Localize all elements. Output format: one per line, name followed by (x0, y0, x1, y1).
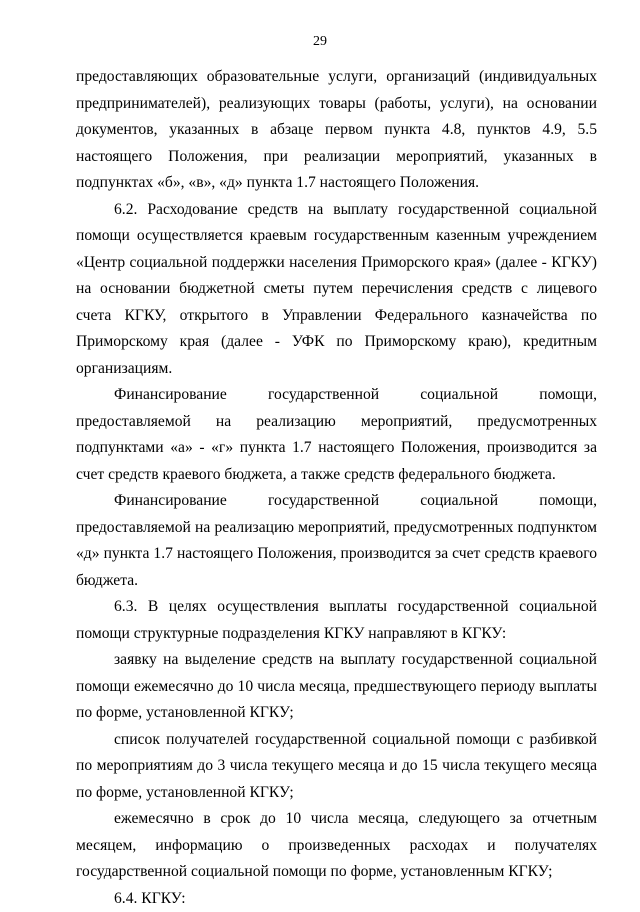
paragraph-continuation: предоставляющих образовательные услуги, организаций (индивидуальных предпринимателей), реализующих товары (работы, услуги), на основании документов, указанных в абзаце первом пункта 4.8, пунктов 4.9, 5.5 настоящего Положения, при реализации мероприятий, указанных в подпунктах «б», «в», «д» пункта 1.7 настоящего Положения. (76, 64, 597, 197)
paragraph-request-funds: заявку на выделение средств на выплату государственной социальной помощи ежемесячно до 10 числа месяца, предшествующего периоду выплаты по форме, установленной КГКУ; (76, 647, 597, 727)
paragraph-6-4: 6.4. КГКУ: (76, 886, 597, 912)
document-body (76, 64, 597, 912)
page-number: 29 (0, 34, 640, 50)
paragraph-6-2: 6.2. Расходование средств на выплату государственной социальной помощи осуществляется краевым государственным казенным учреждением «Центр социальной поддержки населения Приморского края» (далее - КГКУ) на основании бюджетной сметы путем перечисления средств с лицевого счета КГКУ, открытого в Управлении Федерального казначейства по Приморскому края (далее - УФК по Приморскому краю), кредитным организациям. (76, 197, 597, 383)
paragraph-financing-d: Финансирование государственной социальной помощи, предоставляемой на реализацию мероприятий, предусмотренных подпунктом «д» пункта 1.7 настоящего Положения, производится за счет средств краевого бюджета. (76, 488, 597, 594)
paragraph-6-3: 6.3. В целях осуществления выплаты государственной социальной помощи структурные подразделения КГКУ направляют в КГКУ: (76, 594, 597, 647)
paragraph-monthly-report: ежемесячно в срок до 10 числа месяца, следующего за отчетным месяцем, информацию о произведенных расходах и получателях государственной социальной помощи по форме, установленным КГКУ; (76, 806, 597, 886)
paragraph-recipients-list: список получателей государственной социальной помощи с разбивкой по мероприятиям до 3 числа текущего месяца и до 15 числа текущего месяца по форме, установленной КГКУ; (76, 727, 597, 807)
paragraph-financing-a-g: Финансирование государственной социальной помощи, предоставляемой на реализацию мероприятий, предусмотренных подпунктами «а» - «г» пункта 1.7 настоящего Положения, производится за счет средств краевого бюджета, а также средств федерального бюджета. (76, 382, 597, 488)
